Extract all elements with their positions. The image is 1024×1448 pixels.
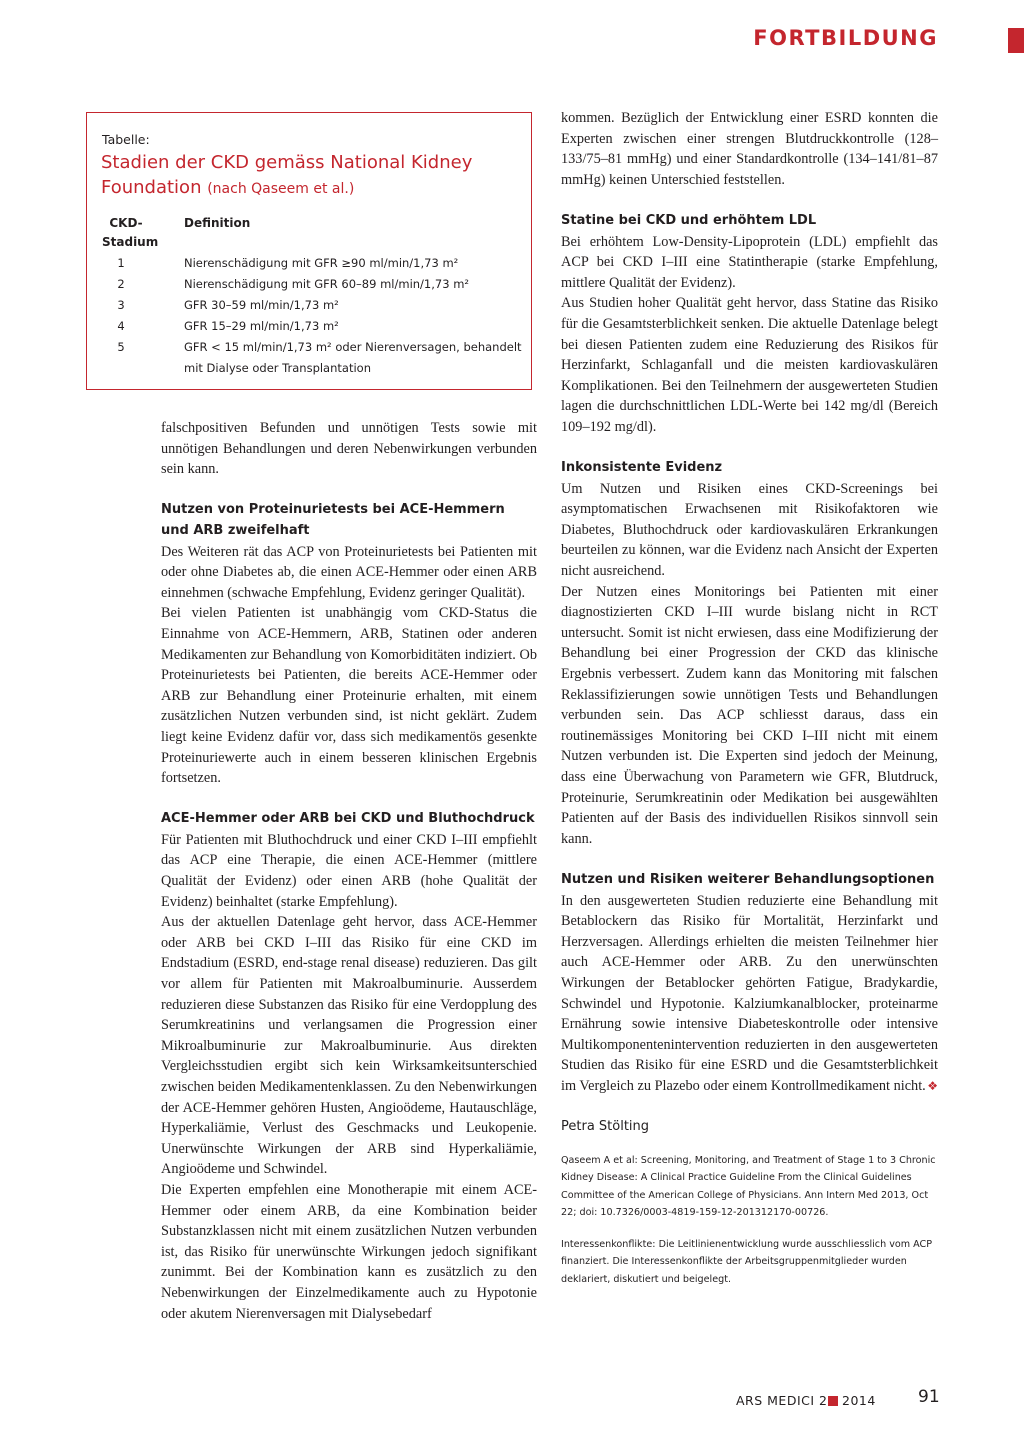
paragraph: Der Nutzen eines Monitorings bei Patienten mit einer diagnostizierten CKD I–III wurde bislang nicht in RCT untersucht. Somit ist nicht erwiesen, dass eine Modifizierung der Behandlung bei einer Progression der CKD das klinische Ergebnis verbessert. Zudem kann das Monitoring mit falschen Reklassifizierungen sowie unnötigen Tests und Behandlungen verbunden sein. Das ACP schliesst daraus, dass ein routinemässiges Monitoring bei CKD I–III nicht mit einem Nutzen verbunden ist. Die Experten sind jedoch der Meinung, dass eine Überwachung von Parametern wie GFR, Blutdruck, Proteinurie, Serumkreatinin oder Medikation bei ausgewählten Patienten auf der Basis des individuellen Risikos sinnvoll sein kann. bbox=[561, 583, 938, 847]
paragraph: Aus der aktuellen Datenlage geht hervor, dass ACE-Hemmer oder ARB bei CKD I–III das Risiko für eine CKD im Endstadium (ESRD, end-stage renal disease) reduzieren. Das gilt vor allem für Patienten mit Makroalbuminurie. Ausserdem reduzieren diese Substanzen das Risiko für eine Verdopplung des Serumkreatinins und verlangsamen die Progression einer Mikroalbuminurie zur Makroalbuminurie. Aus direkten Vergleichsstudien ergibt sich kein Wirksamkeitsunterschied zwischen beiden Medikamentenklassen. Zu den Nebenwirkungen der ACE-Hemmer gehören Husten, Angioödeme, Hautauschläge, Hyperkaliämie, Verlust des Geschmacks und Leukopenie. Unerwünschte Wirkungen der ARB sind Hyperkaliämie, Angioödeme und Schwindel. bbox=[161, 914, 537, 1178]
table-cell-definition: Nierenschädigung mit GFR ≥90 ml/min/1,73 m² bbox=[184, 256, 459, 270]
paragraph bbox=[561, 891, 938, 1097]
paragraph: Des Weiteren rät das ACP von Proteinurietests bei Patienten mit oder ohne Diabetes ab, die einen ACE-Hemmer oder einen ARB einnehmen (schwache Empfehlung, Evidenz geringer Qualität). bbox=[161, 543, 537, 601]
paragraph: falschpositiven Befunden und unnötigen Tests sowie mit unnötigen Behandlungen und deren Nebenwirkungen verbunden sein kann. bbox=[161, 420, 537, 478]
journal-name: ARS MEDICI 2 bbox=[736, 1393, 828, 1408]
paragraph: Für Patienten mit Bluthochdruck und einer CKD I–III empfiehlt das ACP eine Therapie, die einen ACE-Hemmer (mittlere Qualität der Evidenz) oder einen ARB (hohe Qualität der Evidenz) beinhaltet (starke Empfehlung). bbox=[161, 831, 537, 910]
end-mark-icon: ❖ bbox=[927, 1078, 938, 1093]
reference: Qaseem A et al: Screening, Monitoring, and Treatment of Stage 1 to 3 Chronic Kidney Disease: A Clinical Practice Guideline From the Clinical Guidelines Committee of the American College of Physicians. Ann Intern Med 2013, Oct 22; doi: 10.7326/0003-4819-159-12-201312170-00726. bbox=[561, 1154, 936, 1219]
table-cell-definition: GFR < 15 ml/min/1,73 m² oder Nierenversagen, behandelt mit Dialyse oder Transplantation bbox=[184, 340, 522, 375]
section-color-block bbox=[1008, 28, 1024, 53]
table-title bbox=[101, 150, 521, 202]
paragraph: Bei erhöhtem Low-Density-Lipoprotein (LDL) empfiehlt das ACP bei CKD I–III eine Statintherapie (starke Empfehlung, mittlere Qualität der Evidenz). bbox=[561, 233, 938, 291]
footer-square-icon bbox=[828, 1396, 838, 1406]
paragraph: Aus Studien hoher Qualität geht hervor, dass Statine das Risiko für die Gesamtsterblichkeit senken. Die aktuelle Datenlage belegt bei diesen Patienten zudem eine Reduzierung des Risikos für Herzinfarkt, Schlaganfall und die meisten kardiovaskulären Komplikationen. Bei den Teilnehmern der ausgewerteten Studien lagen die durchschnittlichen LDL-Werte bei 142 mg/dl (Bereich 109–192 mg/dl). bbox=[561, 295, 938, 435]
section-heading: Statine bei CKD und erhöhtem LDL bbox=[561, 212, 817, 228]
author-name: Petra Stölting bbox=[561, 1119, 650, 1135]
paragraph: Bei vielen Patienten ist unabhängig vom CKD-Status die Einnahme von ACE-Hemmern, ARB, Statinen oder anderen Medikamenten zur Behandlung von Komorbiditäten indiziert. Ob Proteinurietests bei Patienten, die bereits ACE-Hemmer oder ARB zur Behandlung einer Proteinurie erhalten, mit einem zusätzlichen Nutzen verbunden sind, ist nicht geklärt. Zudem liegt keine Evidenz dafür vor, dass sich medikamentös gesenkte Proteinuriewerte auch in einem besseren klinischen Ergebnis fortsetzen. bbox=[161, 605, 537, 787]
table-cell-definition: GFR 30–59 ml/min/1,73 m² bbox=[184, 298, 339, 312]
paragraph: Die Experten empfehlen eine Monotherapie mit einem ACE-Hemmer oder einem ARB, da eine Kombination beider Substanzklassen nicht mit einem zusätzlichen Nutzen verbunden ist, das Risiko für unerwünschte Wirkungen jedoch signifikant zunimmt. Bei der Kombination kann es zusätzlich zu den Nebenwirkungen der Einzelmedikamente auch zu Hypotonie oder akutem Nierenversagen mit Dialysebedarf bbox=[161, 1181, 537, 1322]
table-cell-stage: 3 bbox=[117, 298, 125, 312]
right-column bbox=[561, 108, 938, 1288]
table-cell-definition: GFR 15–29 ml/min/1,73 m² bbox=[184, 319, 339, 333]
section-heading: Nutzen und Risiken weiterer Behandlungsoptionen bbox=[561, 871, 935, 887]
table-label: Tabelle: bbox=[102, 132, 150, 147]
table-cell-stage: 5 bbox=[117, 340, 125, 354]
ckd-stages-table bbox=[86, 112, 532, 390]
paragraph-text: In den ausgewerteten Studien reduzierte eine Behandlung mit Betablockern das Risiko für Mortalität, Herzinfarkt und Herzversagen. Allerdings erhielten die meisten Teilnehmer hier auch ACE-Hemmer oder ARB. Zu den unerwünschten Wirkungen der Betablocker gehörten Fatigue, Bradykardie, Schwindel und Hypotonie. Kalziumkanalblocker, proteinarme Ernährung sowie intensive Diabeteskontrolle oder intensive Multikomponentenintervention reduzierten in den ausgewerteten Studien das Risiko für eine ESRD und die Gesamtsterblichkeit im Vergleich zu Plazebo oder einem Kontrollmedikament nicht. bbox=[561, 892, 938, 1094]
table-header-definition: Definition bbox=[184, 216, 251, 230]
section-heading: Nutzen von Proteinurietests bei ACE-Hemmern und ARB zweifelhaft bbox=[161, 502, 505, 538]
left-column bbox=[161, 418, 537, 1324]
paragraph: Um Nutzen und Risiken eines CKD-Screenings bei asymptomatischen Erwachsenen mit Risikofaktoren wie Diabetes, Bluthochdruck oder kardiovaskulären Erkrankungen beurteilen zu können, war die Evidenz nach Ansicht der Experten nicht ausreichend. bbox=[561, 480, 938, 580]
section-label: FORTBILDUNG bbox=[753, 26, 938, 50]
section-heading: Inkonsistente Evidenz bbox=[561, 460, 723, 476]
table-title-text: Stadien der CKD gemäss National Kidney Foundation bbox=[101, 152, 473, 198]
paragraph: kommen. Bezüglich der Entwicklung einer ESRD konnten die Experten zwischen einer strengen Blutdruckkontrolle (128–133/75–81 mmHg) und einer Standardkontrolle (134–141/81–87 mmHg) keinen Unterschied feststellen. bbox=[561, 110, 938, 188]
table-cell-stage: 1 bbox=[117, 256, 125, 270]
journal-year: 2014 bbox=[842, 1393, 876, 1408]
table-cell-stage: 2 bbox=[117, 277, 125, 291]
table-subtitle: (nach Qaseem et al.) bbox=[207, 181, 355, 197]
section-heading: ACE-Hemmer oder ARB bei CKD und Bluthochdruck bbox=[161, 811, 535, 827]
table-header-stage: CKD-Stadium bbox=[102, 216, 159, 249]
conflicts-of-interest: Interessenkonflikte: Die Leitlinienentwicklung wurde ausschliesslich vom ACP finanziert. Die Interessenkonflikte der Arbeitsgruppenmitglieder wurden deklariert, diskutiert und beigelegt. bbox=[561, 1238, 933, 1285]
table-cell-definition: Nierenschädigung mit GFR 60–89 ml/min/1,73 m² bbox=[184, 277, 470, 291]
table-cell-stage: 4 bbox=[117, 319, 125, 333]
page-number: 91 bbox=[918, 1387, 940, 1407]
